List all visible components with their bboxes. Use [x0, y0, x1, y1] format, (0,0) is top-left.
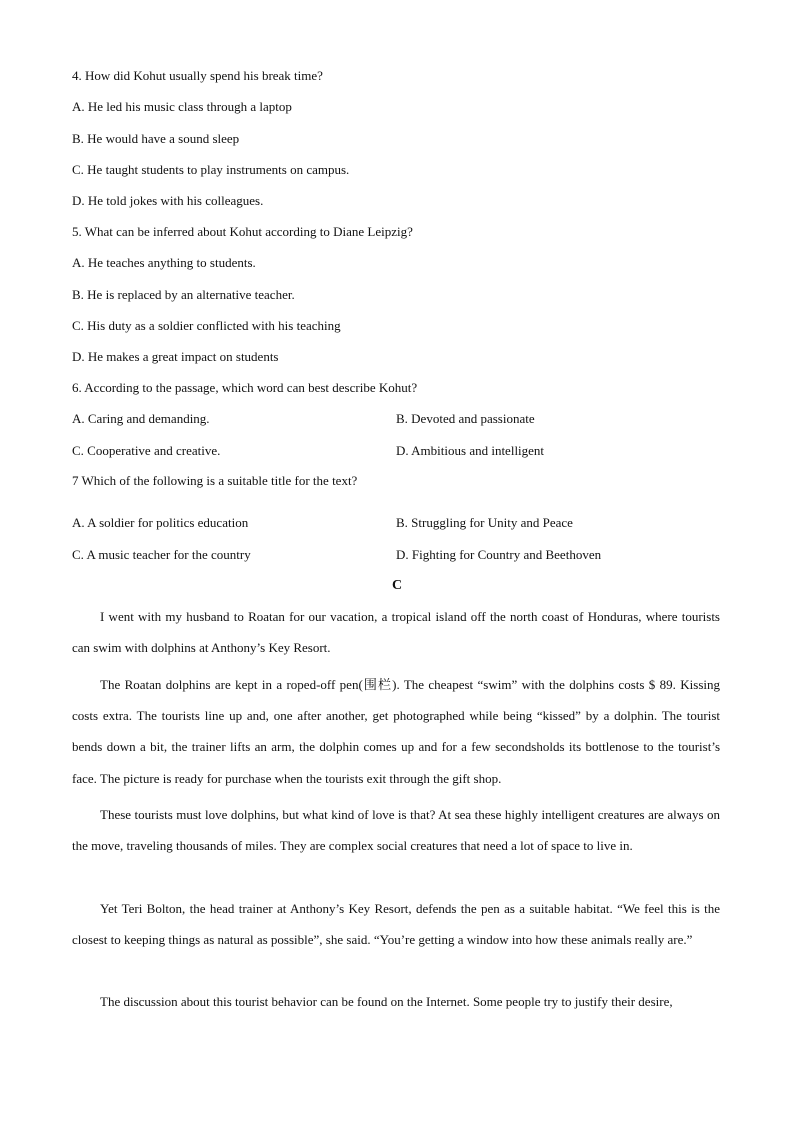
question-4-option-c: C. He taught students to play instruments on campus.: [72, 162, 350, 177]
question-6-option-b: B. Devoted and passionate: [396, 411, 535, 426]
question-7-option-d: D. Fighting for Country and Beethoven: [396, 547, 602, 562]
question-7-option-c: C. A music teacher for the country: [72, 547, 251, 562]
question-4-option-a: A. He led his music class through a laptop: [72, 99, 292, 114]
question-6-option-d: D. Ambitious and intelligent: [396, 443, 545, 458]
question-6-option-c: C. Cooperative and creative.: [72, 443, 221, 458]
question-5-option-c: C. His duty as a soldier conflicted with his teaching: [72, 318, 341, 333]
question-5-option-b: B. He is replaced by an alternative teacher.: [72, 287, 295, 302]
question-5-stem: 5. What can be inferred about Kohut according to Diane Leipzig?: [72, 224, 413, 239]
passage-paragraph: The Roatan dolphins are kept in a roped-off pen(围栏). The cheapest “swim” with the dolphins costs $ 89. Kissing costs extra. The tourists line up and, one after another, get photographed while being “kissed” by a dolphin. The tourist bends down a bit, the trainer lifts an arm, the dolphin comes up and for a few secondsholds its bottlenose to the tourist’s face. The picture is ready for purchase when the tourists exit through the gift shop.: [72, 677, 720, 786]
question-5-option-a: A. He teaches anything to students.: [72, 255, 256, 270]
passage-paragraph: The discussion about this tourist behavior can be found on the Internet. Some people try to justify their desire,: [100, 994, 673, 1009]
section-heading: C: [391, 578, 403, 593]
passage-paragraph: Yet Teri Bolton, the head trainer at Anthony’s Key Resort, defends the pen as a suitable habitat. “We feel this is the closest to keeping things as natural as possible”, she said. “You’re getting a window into how these animals really are.”: [72, 901, 720, 948]
passage-paragraph: I went with my husband to Roatan for our vacation, a tropical island off the north coast of Honduras, where tourists can swim with dolphins at Anthony’s Key Resort.: [72, 609, 720, 656]
passage-paragraph: These tourists must love dolphins, but what kind of love is that? At sea these highly intelligent creatures are always on the move, traveling thousands of miles. They are complex social creatures that need a lot of space to live in.: [72, 807, 720, 854]
question-4-option-b: B. He would have a sound sleep: [72, 131, 240, 146]
question-6-stem: 6. According to the passage, which word can best describe Kohut?: [72, 380, 418, 395]
question-7-option-a: A. A soldier for politics education: [72, 515, 249, 530]
question-4-option-d: D. He told jokes with his colleagues.: [72, 193, 264, 208]
question-5-option-d: D. He makes a great impact on students: [72, 349, 279, 364]
question-4-stem: 4. How did Kohut usually spend his break time?: [72, 68, 323, 83]
question-7-stem: 7 Which of the following is a suitable title for the text?: [72, 473, 358, 488]
question-6-option-a: A. Caring and demanding.: [72, 411, 210, 426]
question-7-option-b: B. Struggling for Unity and Peace: [396, 515, 573, 530]
